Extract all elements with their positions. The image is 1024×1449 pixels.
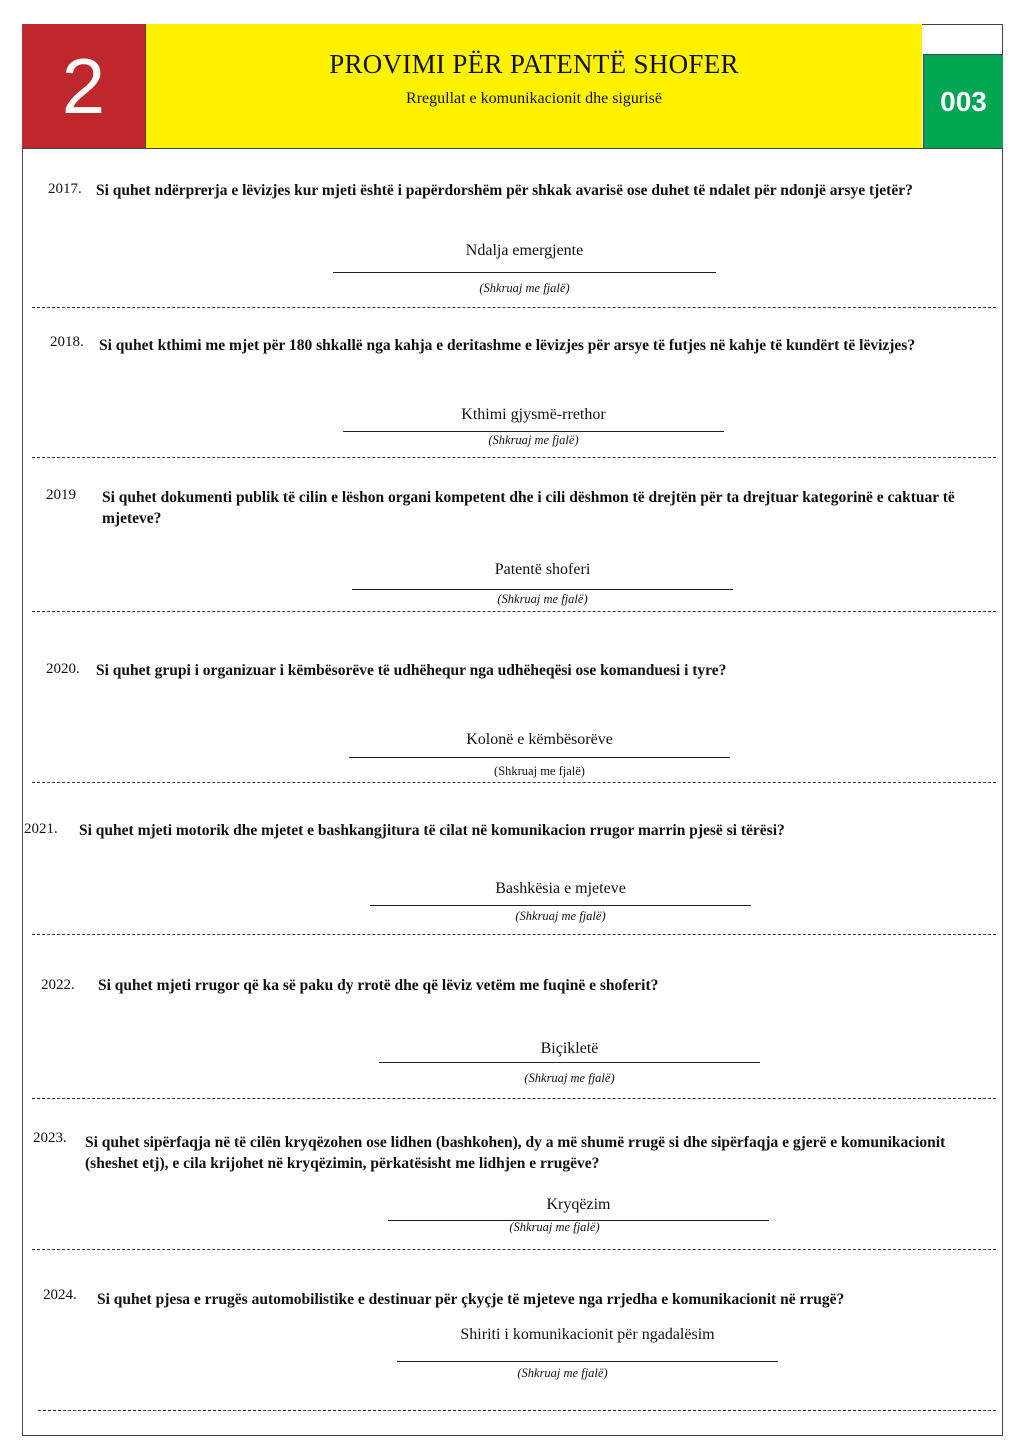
dashed-separator [32,1098,996,1099]
test-code-badge: 003 [923,54,1003,148]
answer-text[interactable]: Patentë shoferi [494,561,591,578]
dashed-separator [32,457,996,458]
answer-hint: (Shkruaj me fjalë) [509,1220,600,1234]
dashed-separator [38,1410,996,1411]
question-text: Si quhet grupi i organizuar i këmbësorëve të udhëhequr nga udhëheqësi ose komanduesi i tyre? [96,662,727,679]
dashed-separator [32,611,996,612]
answer-text[interactable]: Kryqëzim [546,1196,611,1213]
question-number: 2023. [33,1130,67,1146]
question-number: 2019 [46,487,76,503]
page-subtitle: Rregullat e komunikacionit dhe sigurisë [406,90,662,107]
answer-line [397,1361,778,1362]
answer-line [352,589,733,590]
dashed-separator [32,782,996,783]
answer-text[interactable]: Biçikletë [540,1040,599,1057]
question-number: 2021. [24,821,58,837]
question-text: Si quhet dokumenti publik të cilin e lëshon organi kompetent dhe i cili dëshmon të drejtën për ta drejtuar kategorinë e caktuar të mjeteve? [102,489,955,527]
page-title: PROVIMI PËR PATENTË SHOFER [329,49,739,79]
answer-text[interactable]: Shiriti i komunikacionit për ngadalësim [460,1326,715,1343]
dashed-separator [32,307,996,308]
answer-text[interactable]: Ndalja emergjente [465,242,584,259]
question-text: Si quhet mjeti motorik dhe mjetet e bashkangjitura të cilat në komunikacion rrugor marrin pjesë si tërësi? [79,822,785,839]
question-text: Si quhet kthimi me mjet për 180 shkallë nga kahja e deritashme e lëvizjes për arsye të futjes në kahje të kundërt të lëvizjes? [99,337,916,354]
exam-header [22,24,1003,149]
answer-hint: (Shkruaj me fjalë) [488,433,579,447]
question-number: 2022. [41,977,75,993]
answer-text[interactable]: Bashkësia e mjeteve [495,880,626,897]
answer-hint: (Shkruaj me fjalë) [497,592,588,606]
question-number: 2017. [48,181,82,197]
answer-line [370,905,751,906]
title-banner [146,24,922,148]
question-text: Si quhet mjeti rrugor që ka së paku dy rrotë dhe që lëviz vetëm me fuqinë e shoferit? [98,977,659,994]
answer-line [343,431,724,432]
question-text: Si quhet pjesa e rrugës automobilistike e destinuar për çkyçje të mjeteve nga rrjedha e komunikacionit në rrugë? [97,1291,845,1308]
answer-hint: (Shkruaj me fjalë) [515,909,606,923]
question-number: 2024. [43,1287,77,1303]
answer-text[interactable]: Kolonë e këmbësorëve [466,731,613,748]
section-number-badge: 2 [22,24,146,148]
answer-line [333,272,716,273]
question-number: 2018. [50,334,84,350]
answer-hint: (Shkruaj me fjalë) [479,281,570,295]
answer-hint: (Shkruaj me fjalë) [494,764,585,778]
dashed-separator [32,934,996,935]
answer-hint: (Shkruaj me fjalë) [524,1071,615,1085]
answer-line [379,1062,760,1063]
answer-text[interactable]: Kthimi gjysmë-rrethor [461,406,606,423]
dashed-separator [32,1249,996,1250]
question-text: Si quhet ndërprerja e lëvizjes kur mjeti është i papërdorshëm për shkak avarisë ose duhet të ndalet për ndonjë arsye tjetër? [96,182,913,199]
question-text: Si quhet sipërfaqja në të cilën kryqëzohen ose lidhen (bashkohen), dy a më shumë rrugë si dhe sipërfaqja e gjerë e komunikacionit (sheshet etj), e cila krijohet në kryqëzimin, përkatësisht me lidhjen e rrugëve? [85,1134,946,1172]
answer-hint: (Shkruaj me fjalë) [517,1366,608,1380]
answer-line [349,757,730,758]
question-number: 2020. [46,661,80,677]
